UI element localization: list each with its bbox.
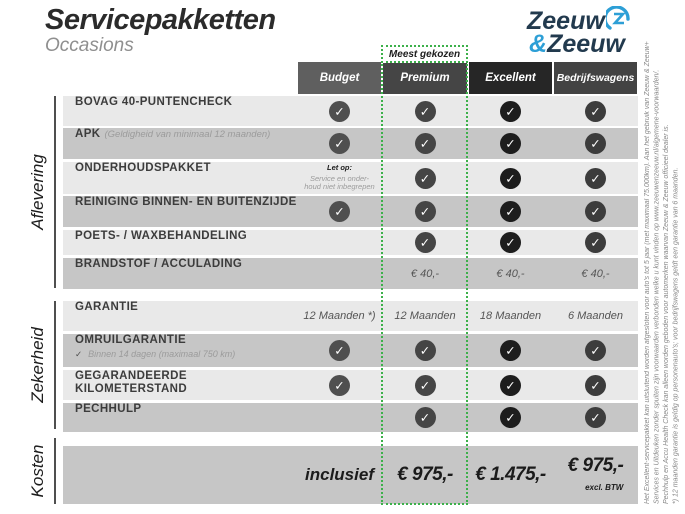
row-label: BOVAG 40-PUNTENCHECK <box>75 96 233 108</box>
warranty-value: 12 Maanden <box>394 310 456 322</box>
row-label: PECHHULP <box>75 403 142 415</box>
section-label: Zekerheid <box>28 327 47 403</box>
table-row-kosten <box>63 446 638 504</box>
table-row-brandstof <box>63 258 638 289</box>
logo-ampersand: & <box>529 30 548 58</box>
service-packages-table <box>63 62 638 504</box>
price-value: € 40,- <box>410 267 440 280</box>
kosten-bedrijfswagens-price: € 975,- <box>567 455 624 476</box>
footnote-line: Pechhulp en Accu Health Check kan alleen worden geboden voor automerken waarvan Zeeuw & Zeeuw officieel dealer is. <box>663 124 670 504</box>
check-icon <box>500 168 521 189</box>
meest-gekozen-badge: Meest gekozen <box>381 45 468 63</box>
title-block <box>45 4 276 56</box>
check-icon <box>500 232 521 253</box>
check-icon <box>415 101 436 122</box>
kosten-budget-value: inclusief <box>305 465 374 484</box>
page-subtitle: Occasions <box>45 35 134 56</box>
column-header-budget: Budget <box>298 62 381 94</box>
table-row-omruilgarantie <box>63 334 638 367</box>
check-icon <box>500 407 521 428</box>
column-header-excellent: Excellent <box>469 62 552 94</box>
row-label: ONDERHOUDSPAKKET <box>75 162 211 174</box>
mini-check-icon: ✓ <box>75 349 83 359</box>
column-header-row <box>63 62 638 94</box>
check-icon <box>500 133 521 154</box>
warranty-value: 18 Maanden <box>479 310 542 322</box>
footnote-line: Services en Uitdeuken zonder spuiten zijn voorwaarden verbonden welke u kunt vinden op www.zeeuwenzeeuw.nl/algemene-voorwaarden/. <box>653 69 661 504</box>
price-value: € 40,- <box>581 267 610 280</box>
check-icon <box>329 340 350 361</box>
kosten-premium-price: € 975,- <box>397 464 453 485</box>
check-icon <box>415 133 436 154</box>
row-label: GARANTIE <box>75 301 139 313</box>
table-row-onderhoudspakket <box>63 162 638 194</box>
section-kosten <box>22 438 56 504</box>
check-icon <box>585 168 606 189</box>
column-header-bedrijfswagens: Bedrijfswagens <box>554 62 637 94</box>
check-icon <box>500 340 521 361</box>
price-value: € 40,- <box>496 267 525 280</box>
table-row-poets <box>63 230 638 255</box>
column-header-premium: Premium <box>383 62 467 94</box>
row-label: POETS- / WAXBEHANDELING <box>75 230 248 242</box>
zeeuw-en-zeeuw-logo <box>527 6 631 58</box>
check-icon <box>415 407 436 428</box>
row-label: GEGARANDEERDE KILOMETERSTAND <box>75 370 188 395</box>
section-zekerheid <box>22 301 56 429</box>
kosten-excellent-price: € 1.475,- <box>475 464 546 485</box>
check-icon <box>329 375 350 396</box>
logo-name-top: Zeeuw <box>527 7 605 35</box>
table-row-apk <box>63 128 638 159</box>
check-icon <box>415 201 436 222</box>
check-icon <box>500 201 521 222</box>
check-icon <box>415 340 436 361</box>
check-icon <box>585 201 606 222</box>
table-row-garantie <box>63 301 638 331</box>
table-row-kilometerstand <box>63 370 638 400</box>
row-label: APK <box>75 128 101 140</box>
check-icon <box>585 375 606 396</box>
check-icon <box>585 232 606 253</box>
check-icon <box>500 101 521 122</box>
footnote-line: Het Excellent-servicepakket kan uitsluitend worden afgesloten voor auto's tot 5 jaar (met maximaal 75.000km). Aan het gebruik van Zeeuw & Zeeuw+ <box>644 41 651 504</box>
table-row-pechhulp <box>63 403 638 432</box>
table-row-bovag <box>63 96 638 126</box>
check-icon <box>329 101 350 122</box>
check-icon <box>415 375 436 396</box>
row-sublabel: (Geldigheid van minimaal 12 maanden) <box>104 129 271 140</box>
section-label: Kosten <box>28 444 47 498</box>
warranty-value: 6 Maanden <box>567 310 624 322</box>
row-sublabel: Binnen 14 dagen (maximaal 750 km) <box>88 349 236 359</box>
check-icon <box>415 232 436 253</box>
table-row-reiniging <box>63 196 638 227</box>
check-icon <box>585 133 606 154</box>
kosten-btw-note: excl. BTW <box>585 483 624 492</box>
footnote-line: *) 12 maanden garantie is geldig op personenauto's; voor bedrijfswagens geldt een garantie van 6 maanden. <box>672 167 680 504</box>
row-label: REINIGING BINNEN- EN BUITENZIJDE <box>75 196 297 208</box>
check-icon <box>415 168 436 189</box>
check-icon <box>329 201 350 222</box>
section-label: Aflevering <box>28 154 47 230</box>
note-not-included: Let op: Service en onder- houd niet inbegrepen <box>304 163 375 192</box>
row-label: BRANDSTOF / ACCULADING <box>75 258 243 270</box>
warranty-value: 12 Maanden *) <box>303 310 376 322</box>
logo-name-bottom: Zeeuw <box>547 30 625 58</box>
legal-footnotes <box>641 0 683 510</box>
check-icon <box>585 101 606 122</box>
check-icon <box>585 407 606 428</box>
row-label: OMRUILGARANTIE <box>75 334 187 346</box>
check-icon <box>329 133 350 154</box>
check-icon <box>585 340 606 361</box>
section-aflevering <box>22 96 56 288</box>
page-title: Servicepakketten <box>45 4 276 36</box>
check-icon <box>500 375 521 396</box>
